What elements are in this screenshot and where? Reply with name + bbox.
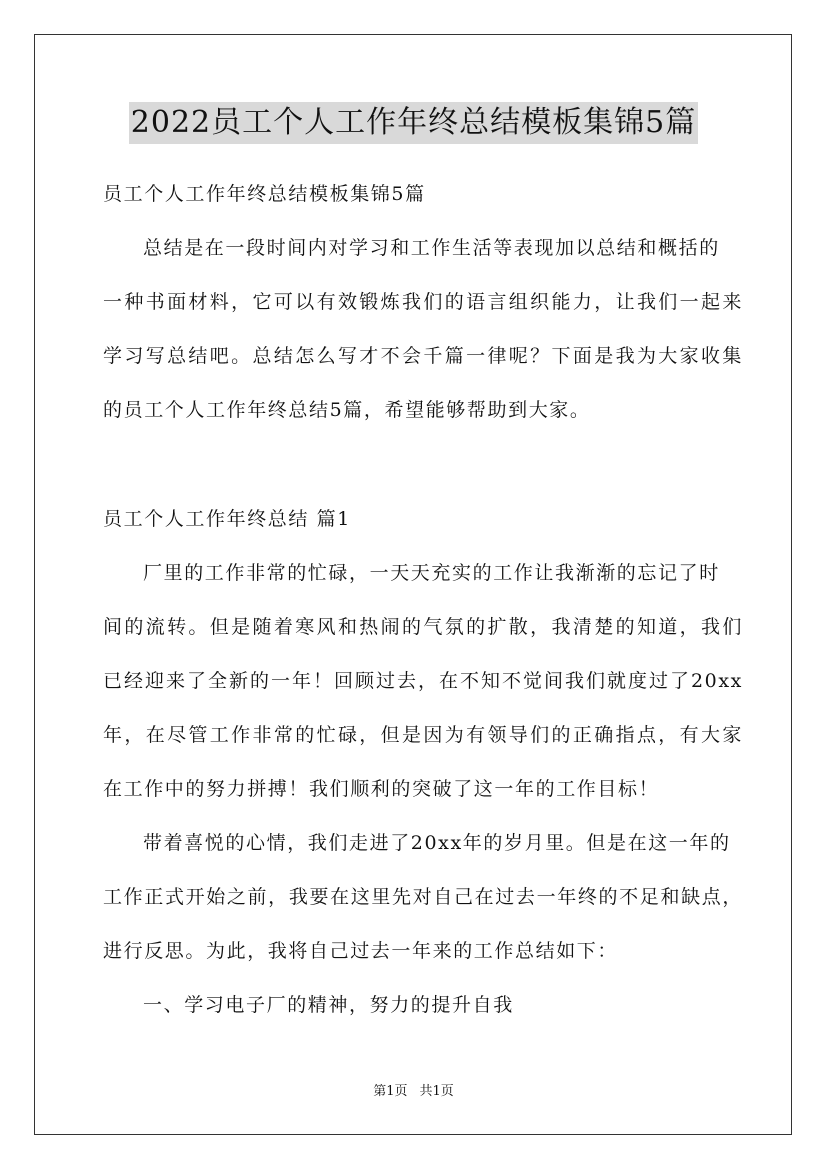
section-heading: 员工个人工作年终总结 篇1 (103, 508, 351, 530)
list-heading: 一、学习电子厂的精神，努力的提升自我 (143, 994, 514, 1016)
paragraph-line: 带着喜悦的心情，我们走进了20xx年的岁月里。但是在这一年的 (143, 832, 731, 854)
subtitle-line: 员工个人工作年终总结模板集锦5篇 (103, 183, 426, 205)
paragraph-line: 学习写总结吧。总结怎么写才不会千篇一律呢？下面是我为大家收集 (103, 345, 743, 367)
document-title (0, 102, 827, 144)
paragraph-line: 间的流转。但是随着寒风和热闹的气氛的扩散，我清楚的知道，我们 (103, 616, 743, 638)
paragraph-line: 已经迎来了全新的一年！回顾过去，在不知不觉间我们就度过了20xx (103, 670, 743, 692)
paragraph-line: 的员工个人工作年终总结5篇，希望能够帮助到大家。 (103, 399, 591, 421)
paragraph-line: 在工作中的努力拼搏！我们顺利的突破了这一年的工作目标！ (103, 778, 660, 800)
paragraph-line: 年，在尽管工作非常的忙碌，但是因为有领导们的正确指点，有大家 (103, 724, 743, 746)
paragraph-line: 厂里的工作非常的忙碌，一天天充实的工作让我渐渐的忘记了时 (143, 562, 720, 584)
page-footer (0, 1083, 827, 1101)
paragraph-line: 一种书面材料，它可以有效锻炼我们的语言组织能力，让我们一起来 (103, 291, 743, 313)
paragraph-line: 进行反思。为此，我将自己过去一年来的工作总结如下： (103, 940, 619, 962)
paragraph-line: 总结是在一段时间内对学习和工作生活等表现加以总结和概括的 (143, 237, 720, 259)
page-number-current: 第1页 (373, 1084, 408, 1099)
page-number-total: 共1页 (419, 1084, 454, 1099)
paragraph-line: 工作正式开始之前，我要在这里先对自己在过去一年终的不足和缺点， (103, 886, 743, 908)
document-title-text: 2022员工个人工作年终总结模板集锦5篇 (129, 102, 698, 144)
